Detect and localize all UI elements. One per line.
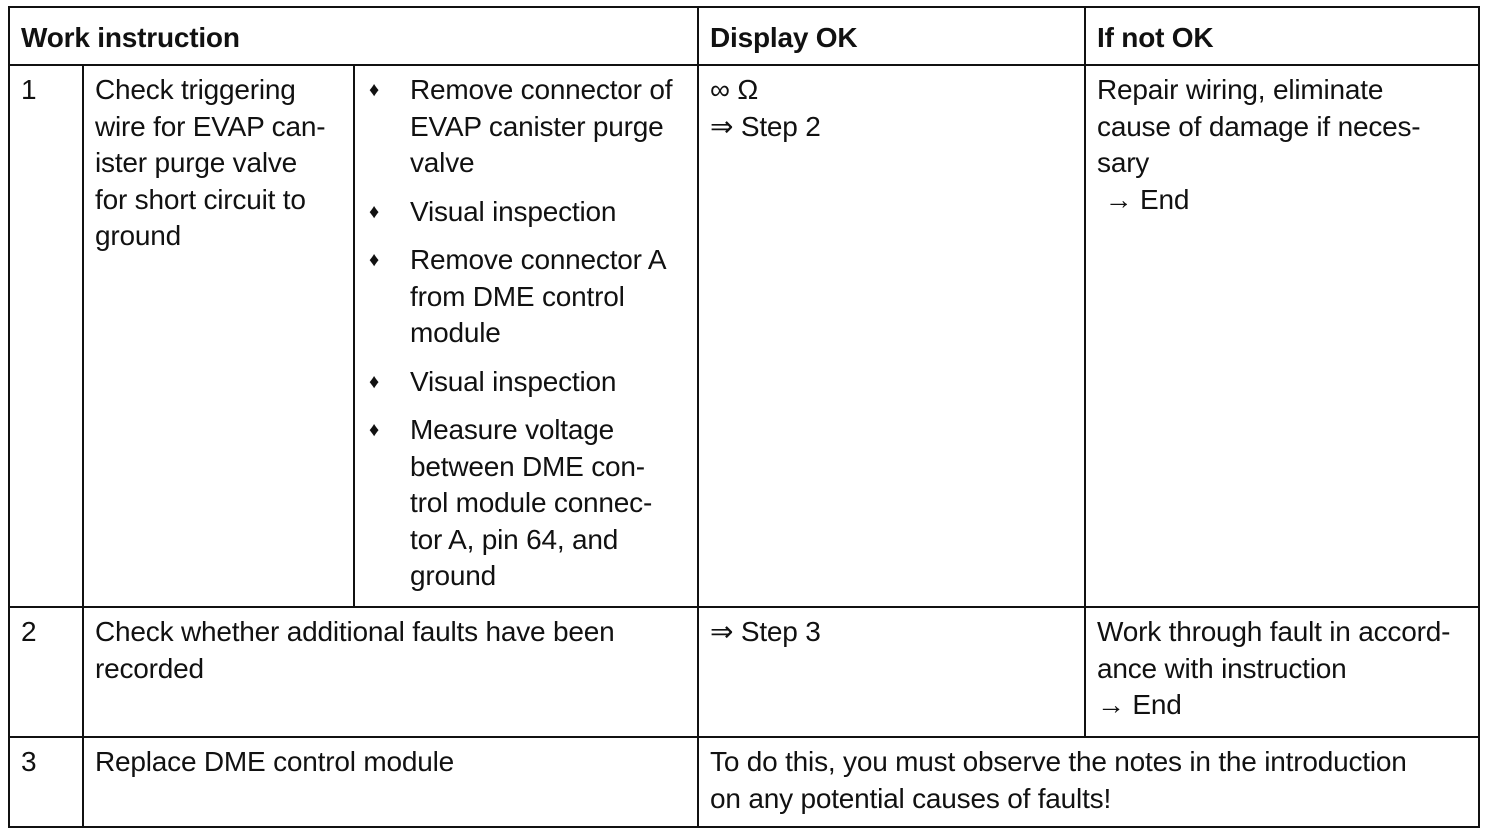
text-line: Remove connector of	[410, 74, 673, 105]
list-item	[369, 364, 691, 401]
diamond-bullet-icon: ♦	[369, 370, 380, 393]
text-line: EVAP canister purge	[410, 110, 664, 142]
text-line: Check whether additional faults have been	[95, 616, 615, 647]
if-not-ok-cell	[1085, 607, 1479, 737]
text-line: trol module connec-	[410, 487, 653, 518]
text-line: ground	[95, 220, 181, 251]
text-line: ance with instruction	[1097, 652, 1347, 684]
header-row	[9, 7, 1479, 65]
if-not-ok-cell	[1085, 65, 1479, 607]
text-line: Remove connector A	[410, 244, 667, 275]
text-line: ⇒ Step 3	[710, 616, 821, 647]
text-line: Visual inspection	[410, 365, 617, 397]
text-line: on any potential causes of faults!	[710, 782, 1112, 814]
text-line: Replace DME control module	[95, 746, 454, 777]
header-display-ok: Display OK	[698, 7, 1085, 65]
text-line: → End	[1097, 689, 1182, 720]
text-line: ⇒ Step 2	[710, 110, 821, 142]
text-line: for short circuit to	[95, 183, 306, 215]
text-line: Visual inspection	[410, 195, 617, 227]
text-line: module	[410, 317, 501, 348]
note-cell	[698, 737, 1479, 827]
step-number: 2	[9, 607, 83, 737]
list-item	[369, 194, 691, 231]
list-item	[369, 242, 691, 352]
text-line: Work through fault in accord-	[1097, 616, 1451, 647]
text-line: → End	[1097, 183, 1190, 215]
text-line: To do this, you must observe the notes in the introduction	[710, 746, 1407, 777]
display-ok-cell	[698, 607, 1085, 737]
display-ok-cell	[698, 65, 1085, 607]
text-line: between DME con-	[410, 450, 645, 482]
check-description	[83, 65, 354, 607]
check-description	[83, 607, 698, 737]
text-line: ground	[410, 560, 496, 591]
text-line: valve	[410, 147, 475, 178]
text-line: cause of damage if neces-	[1097, 110, 1421, 142]
header-if-not-ok: If not OK	[1085, 7, 1479, 65]
diamond-bullet-icon: ♦	[369, 200, 380, 223]
text-line: Repair wiring, eliminate	[1097, 74, 1384, 105]
diamond-bullet-icon: ♦	[369, 249, 380, 271]
text-line: from DME control	[410, 280, 625, 312]
text-line: ∞ Ω	[710, 74, 759, 105]
table-row	[9, 737, 1479, 827]
check-description	[83, 737, 698, 827]
header-work-instruction: Work instruction	[9, 7, 698, 65]
text-line: ister purge valve	[95, 147, 298, 178]
work-instruction-table	[8, 6, 1480, 828]
text-line: sary	[1097, 147, 1150, 178]
table-row	[9, 607, 1479, 737]
step-number: 1	[9, 65, 83, 607]
procedure-steps	[354, 65, 698, 607]
text-line: Check triggering	[95, 74, 296, 105]
text-line: recorded	[95, 652, 204, 684]
list-item	[369, 412, 691, 595]
diamond-bullet-icon: ♦	[369, 419, 380, 441]
list-item	[369, 72, 691, 182]
text-line: wire for EVAP can-	[95, 110, 326, 142]
step-number: 3	[9, 737, 83, 827]
step-list	[369, 72, 691, 595]
diamond-bullet-icon: ♦	[369, 79, 380, 101]
text-line: tor A, pin 64, and	[410, 523, 619, 555]
table-row	[9, 65, 1479, 607]
text-line: Measure voltage	[410, 414, 615, 445]
